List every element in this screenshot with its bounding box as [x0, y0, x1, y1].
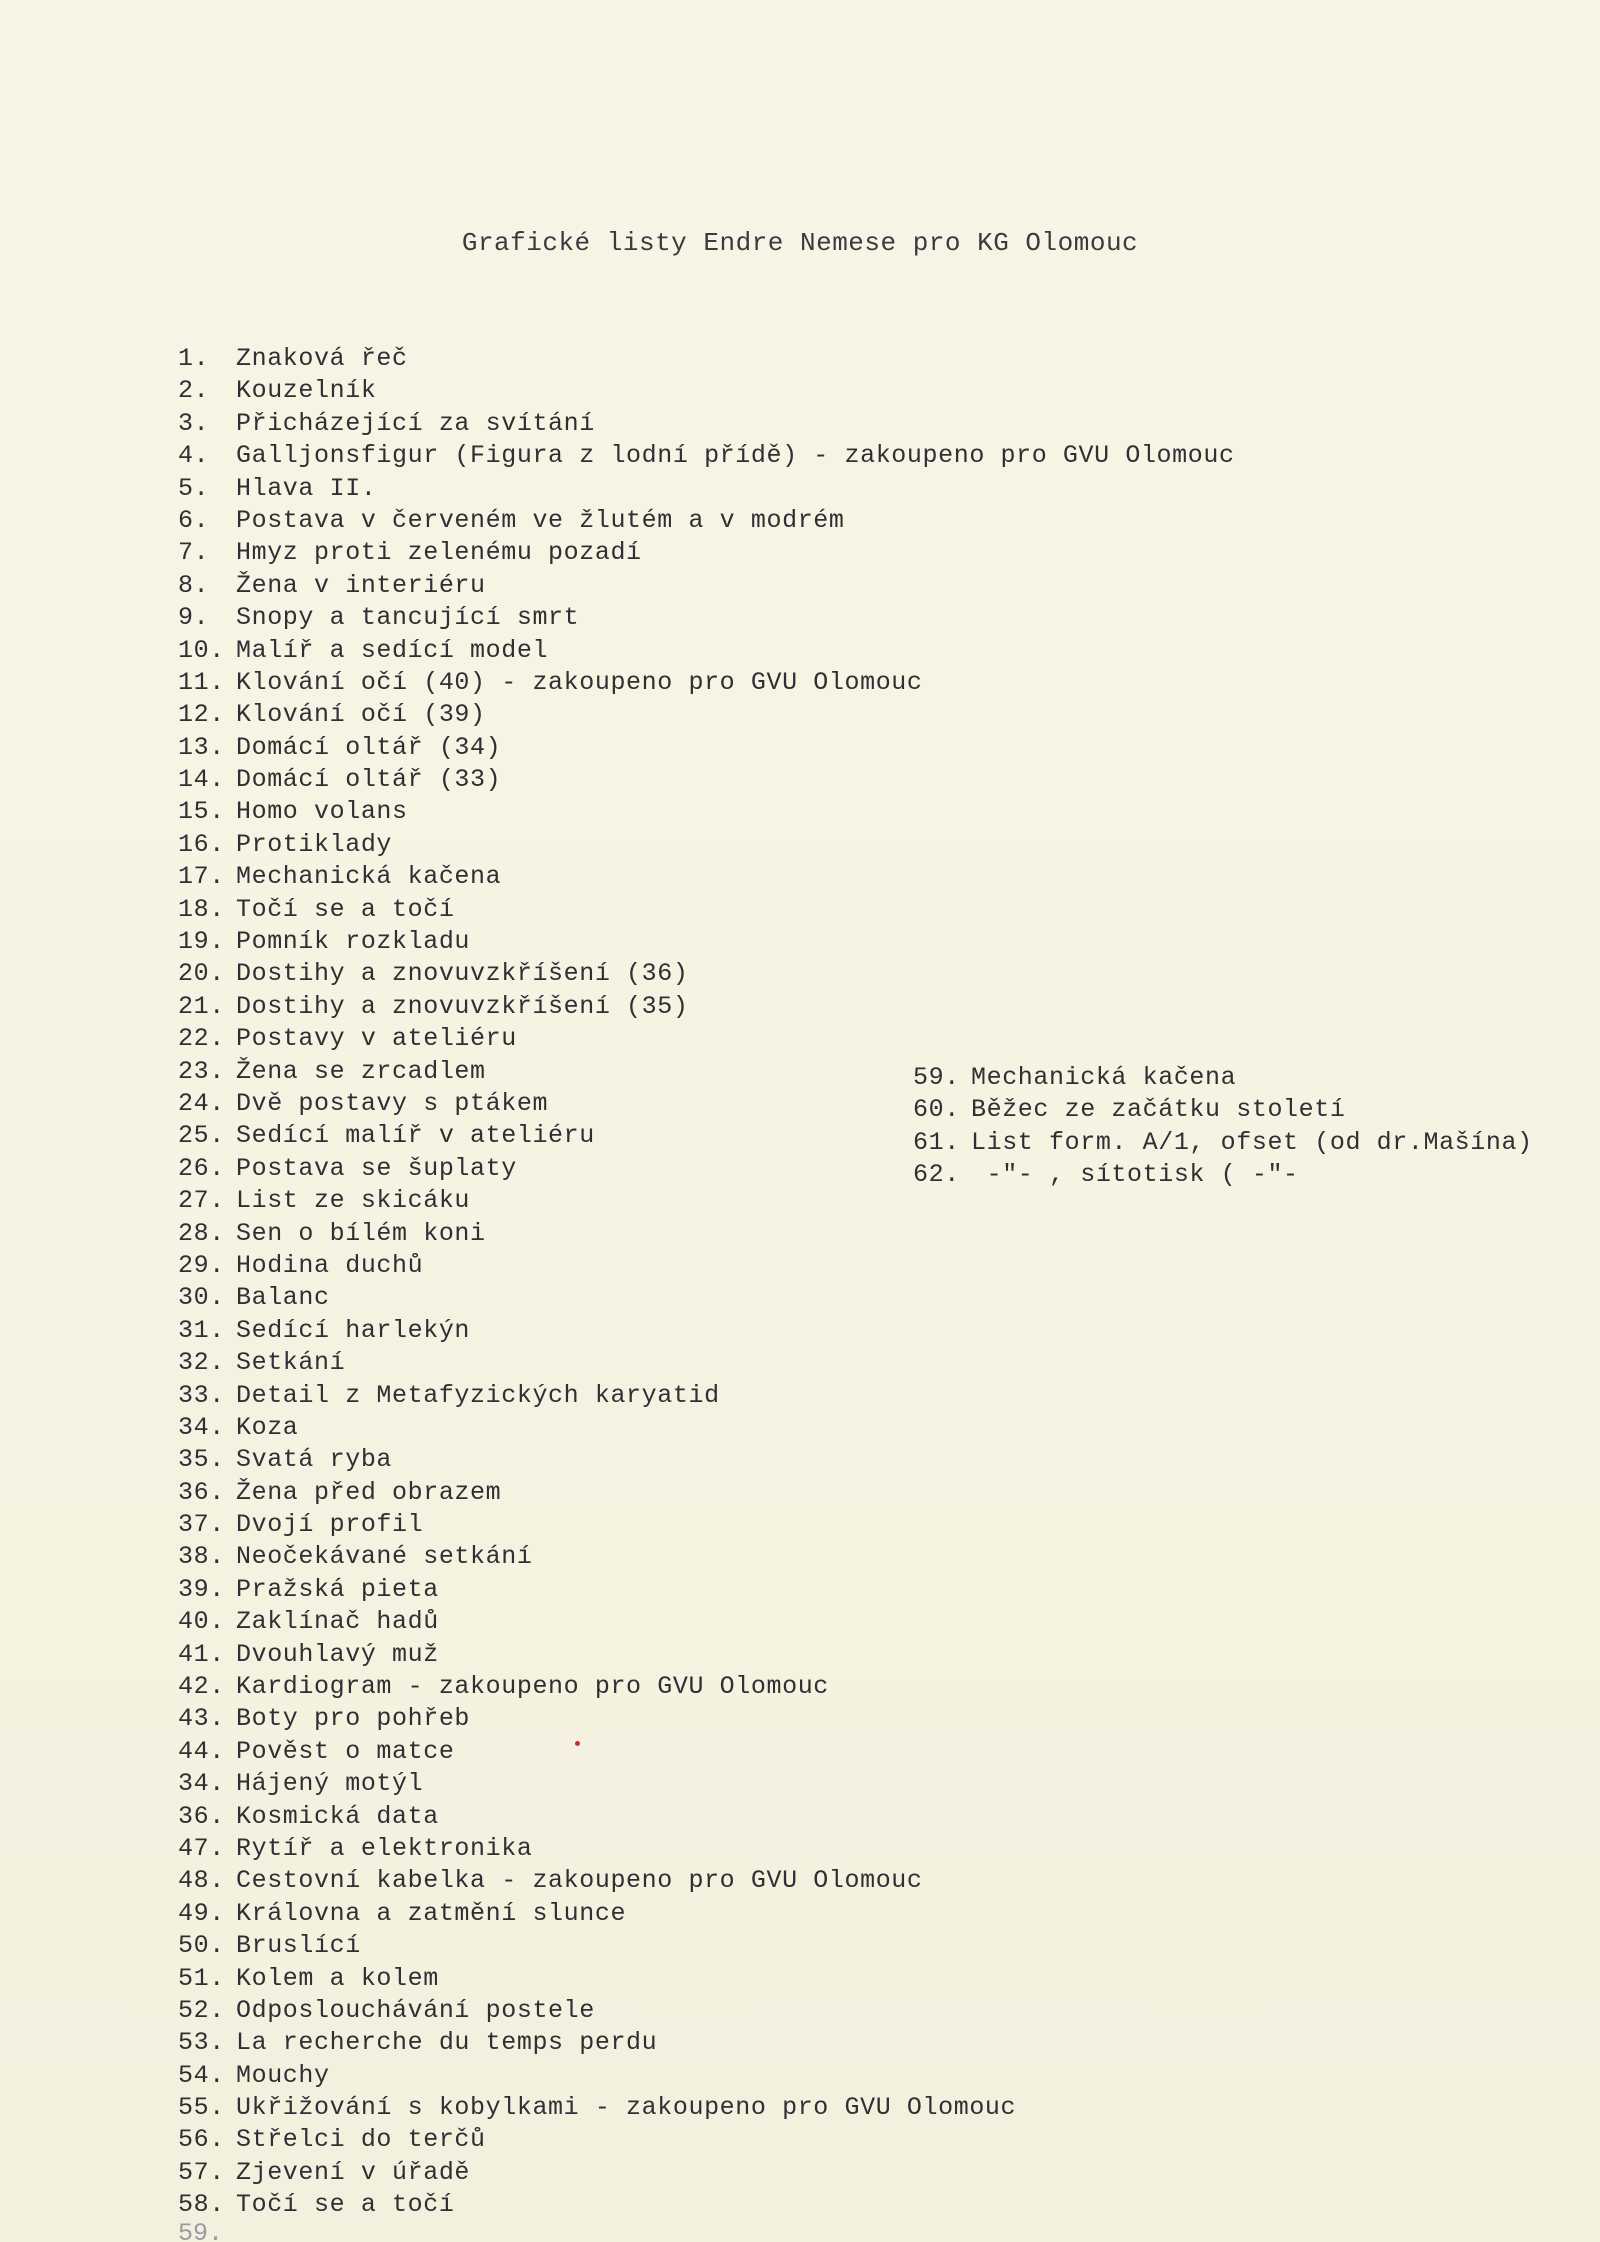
- item-title: Žena před obrazem: [236, 1477, 502, 1507]
- list-item: [178, 958, 1235, 990]
- item-number: 15.: [178, 797, 225, 827]
- item-title: Mouchy: [236, 2060, 330, 2090]
- item-number: 28.: [178, 1218, 225, 1248]
- item-number: 36.: [178, 1477, 225, 1507]
- item-number: 1.: [178, 344, 210, 373]
- list-item: [178, 635, 1235, 667]
- item-title: Sen o bílém koni: [236, 1218, 486, 1248]
- document-title: Grafické listy Endre Nemese pro KG Olomouc: [461, 228, 1139, 258]
- item-title: Neočekávané setkání: [236, 1542, 533, 1572]
- item-number: 31.: [178, 1315, 225, 1345]
- item-title: Snopy a tancující smrt: [236, 603, 580, 633]
- item-title: Protiklady: [236, 829, 393, 859]
- item-number: 49.: [178, 1898, 225, 1928]
- item-number: 38.: [178, 1542, 225, 1572]
- item-title: Postava v červeném ve žlutém a v modrém: [236, 505, 845, 535]
- list-item: [178, 894, 1235, 926]
- item-title: Hmyz proti zelenému pozadí: [236, 538, 642, 568]
- item-number: 13.: [178, 732, 225, 762]
- list-item: [178, 2189, 1235, 2221]
- item-number: 14.: [178, 765, 225, 795]
- item-title: Dvojí profil: [236, 1510, 424, 1540]
- item-title: Pomník rozkladu: [236, 927, 471, 957]
- item-title: Domácí oltář (33): [236, 765, 502, 795]
- list-item: [178, 926, 1235, 958]
- item-title: Žena se zrcadlem: [236, 1056, 486, 1086]
- list-item: [178, 991, 1235, 1023]
- cut-off-item-number: 59.: [178, 2219, 224, 2242]
- item-number: 53.: [178, 2028, 225, 2058]
- item-number: 8.: [178, 570, 210, 600]
- list-item: [178, 537, 1235, 569]
- artwork-list-right: [913, 1062, 1533, 1192]
- item-title: Hájený motýl: [236, 1769, 424, 1799]
- item-title: Dvě postavy s ptákem: [236, 1088, 549, 1118]
- item-number: 50.: [178, 1931, 225, 1961]
- artwork-list-left: [178, 343, 1235, 2222]
- item-number: 4.: [178, 441, 210, 471]
- item-title: Balanc: [236, 1283, 330, 1313]
- item-number: 40.: [178, 1607, 225, 1637]
- item-number: 51.: [178, 1963, 225, 1993]
- item-number: 16.: [178, 829, 225, 859]
- item-title: Setkání: [236, 1348, 346, 1378]
- item-number: 59.: [913, 1063, 960, 1092]
- item-title: Kolem a kolem: [236, 1963, 439, 1993]
- item-number: 11.: [178, 667, 225, 697]
- item-title: Rytíř a elektronika: [236, 1833, 533, 1863]
- list-item: [178, 602, 1235, 634]
- item-title: Střelci do terčů: [236, 2125, 486, 2155]
- item-title: Točí se a točí: [236, 894, 455, 924]
- item-title: Odposlouchávání postele: [236, 1995, 595, 2025]
- item-title: Pověst o matce: [236, 1736, 455, 1766]
- item-title: Kouzelník: [236, 376, 377, 406]
- list-item: [178, 732, 1235, 764]
- item-number: 18.: [178, 894, 225, 924]
- item-title: Bruslící: [236, 1931, 361, 1961]
- item-title: Kardiogram - zakoupeno pro GVU Olomouc: [236, 1672, 829, 1702]
- list-item: [178, 1218, 1235, 1250]
- list-item: [178, 1250, 1235, 1282]
- list-item: [178, 1833, 1235, 1865]
- list-item: [178, 1736, 1235, 1768]
- item-title: Mechanická kačena: [971, 1063, 1237, 1092]
- item-number: 34.: [178, 1412, 225, 1442]
- list-item: [178, 861, 1235, 893]
- item-number: 20.: [178, 959, 225, 989]
- item-title: La recherche du temps perdu: [236, 2028, 658, 2058]
- item-title: Homo volans: [236, 797, 408, 827]
- item-number: 6.: [178, 505, 210, 535]
- item-title: Postavy v ateliéru: [236, 1024, 517, 1054]
- item-title: Pražská pieta: [236, 1574, 439, 1604]
- list-item: [178, 764, 1235, 796]
- list-item: [178, 505, 1235, 537]
- list-item: [178, 1930, 1235, 1962]
- item-number: 35.: [178, 1445, 225, 1475]
- item-title: Cestovní kabelka - zakoupeno pro GVU Olomouc: [236, 1866, 923, 1896]
- list-item: [178, 1898, 1235, 1930]
- item-title: Dostihy a znovuvzkříšení (35): [236, 991, 689, 1021]
- item-number: 39.: [178, 1574, 225, 1604]
- list-item: [178, 1380, 1235, 1412]
- item-title: Znaková řeč: [236, 344, 408, 373]
- list-item: [178, 2157, 1235, 2189]
- list-item: [913, 1094, 1533, 1126]
- item-title: Zjevení v úřadě: [236, 2157, 471, 2187]
- list-item: [178, 1509, 1235, 1541]
- item-number: 5.: [178, 473, 210, 503]
- item-number: 54.: [178, 2060, 225, 2090]
- list-item: [178, 408, 1235, 440]
- item-title: Hlava II.: [236, 473, 377, 503]
- item-title: Sedící malíř v ateliéru: [236, 1121, 595, 1151]
- list-item: [913, 1159, 1533, 1191]
- item-title: Boty pro pohřeb: [236, 1704, 471, 1734]
- item-number: 60.: [913, 1095, 960, 1125]
- list-item: [178, 1412, 1235, 1444]
- item-title: Galljonsfigur (Figura z lodní přídě) - zakoupeno pro GVU Olomouc: [236, 441, 1235, 471]
- list-item: [178, 1541, 1235, 1573]
- item-title: Klování očí (40) - zakoupeno pro GVU Olomouc: [236, 667, 923, 697]
- item-number: 36.: [178, 1801, 225, 1831]
- item-title: Přicházející za svítání: [236, 408, 595, 438]
- item-number: 37.: [178, 1510, 225, 1540]
- list-item: [178, 1444, 1235, 1476]
- item-title: Kosmická data: [236, 1801, 439, 1831]
- list-item: [178, 1606, 1235, 1638]
- item-number: 10.: [178, 635, 225, 665]
- item-number: 21.: [178, 991, 225, 1021]
- item-title: Malíř a sedící model: [236, 635, 549, 665]
- item-number: 7.: [178, 538, 210, 568]
- list-item: [178, 1963, 1235, 1995]
- list-item: [178, 1574, 1235, 1606]
- list-item: [178, 1023, 1235, 1055]
- list-item: [178, 2092, 1235, 2124]
- item-number: 55.: [178, 2093, 225, 2123]
- list-item: [178, 1671, 1235, 1703]
- item-number: 23.: [178, 1056, 225, 1086]
- list-item: [178, 2060, 1235, 2092]
- list-item: [178, 1282, 1235, 1314]
- list-item: [178, 2027, 1235, 2059]
- item-title: Hodina duchů: [236, 1250, 424, 1280]
- list-item: [178, 1315, 1235, 1347]
- list-item: [913, 1062, 1533, 1094]
- item-number: 2.: [178, 376, 210, 406]
- item-number: 34.: [178, 1769, 225, 1799]
- list-item: [913, 1127, 1533, 1159]
- item-number: 25.: [178, 1121, 225, 1151]
- list-item: [178, 1347, 1235, 1379]
- item-title: Dvouhlavý muž: [236, 1639, 439, 1669]
- item-number: 9.: [178, 603, 210, 633]
- list-item: [178, 2124, 1235, 2156]
- red-ink-dot: [575, 1741, 580, 1746]
- item-number: 19.: [178, 927, 225, 957]
- item-title: Točí se a točí: [236, 2190, 455, 2220]
- list-item: [178, 667, 1235, 699]
- item-number: 29.: [178, 1250, 225, 1280]
- item-number: 41.: [178, 1639, 225, 1669]
- item-title: Žena v interiéru: [236, 570, 486, 600]
- item-title: Královna a zatmění slunce: [236, 1898, 627, 1928]
- item-number: 58.: [178, 2190, 225, 2220]
- item-number: 12.: [178, 700, 225, 730]
- item-title: Domácí oltář (34): [236, 732, 502, 762]
- list-item: [178, 1703, 1235, 1735]
- item-title: List form. A/1, ofset (od dr.Mašína): [971, 1127, 1533, 1157]
- item-title: Klování očí (39): [236, 700, 486, 730]
- item-number: 32.: [178, 1348, 225, 1378]
- item-number: 62.: [913, 1160, 960, 1190]
- item-number: 42.: [178, 1672, 225, 1702]
- item-number: 33.: [178, 1380, 225, 1410]
- list-item: [178, 1768, 1235, 1800]
- item-title: List ze skicáku: [236, 1186, 471, 1216]
- item-number: 56.: [178, 2125, 225, 2155]
- item-title: Běžec ze začátku století: [971, 1095, 1346, 1125]
- item-number: 30.: [178, 1283, 225, 1313]
- list-item: [178, 440, 1235, 472]
- item-title: -"- , sítotisk ( -"-: [971, 1160, 1299, 1190]
- list-item: [178, 1639, 1235, 1671]
- item-title: Zaklínač hadů: [236, 1607, 439, 1637]
- item-title: Postava se šuplaty: [236, 1153, 517, 1183]
- item-number: 52.: [178, 1995, 225, 2025]
- item-number: 26.: [178, 1153, 225, 1183]
- item-title: Detail z Metafyzických karyatid: [236, 1380, 720, 1410]
- item-title: Mechanická kačena: [236, 862, 502, 892]
- item-title: Svatá ryba: [236, 1445, 393, 1475]
- item-number: 43.: [178, 1704, 225, 1734]
- list-item: [178, 473, 1235, 505]
- list-item: [178, 1995, 1235, 2027]
- item-title: Dostihy a znovuvzkříšení (36): [236, 959, 689, 989]
- item-number: 22.: [178, 1024, 225, 1054]
- item-number: 48.: [178, 1866, 225, 1896]
- list-item: [178, 375, 1235, 407]
- list-item: [178, 570, 1235, 602]
- item-number: 57.: [178, 2157, 225, 2187]
- item-number: 61.: [913, 1127, 960, 1157]
- item-number: 27.: [178, 1186, 225, 1216]
- item-number: 44.: [178, 1736, 225, 1766]
- item-number: 3.: [178, 408, 210, 438]
- item-number: 47.: [178, 1833, 225, 1863]
- item-title: Sedící harlekýn: [236, 1315, 471, 1345]
- list-item: [178, 1801, 1235, 1833]
- list-item: [178, 1477, 1235, 1509]
- list-item: [178, 699, 1235, 731]
- list-item: [178, 1865, 1235, 1897]
- list-item: [178, 796, 1235, 828]
- item-title: Koza: [236, 1412, 299, 1442]
- item-number: 24.: [178, 1088, 225, 1118]
- item-number: 17.: [178, 862, 225, 892]
- list-item: [178, 829, 1235, 861]
- item-title: Ukřižování s kobylkami - zakoupeno pro GVU Olomouc: [236, 2093, 1017, 2123]
- list-item: [178, 343, 1235, 375]
